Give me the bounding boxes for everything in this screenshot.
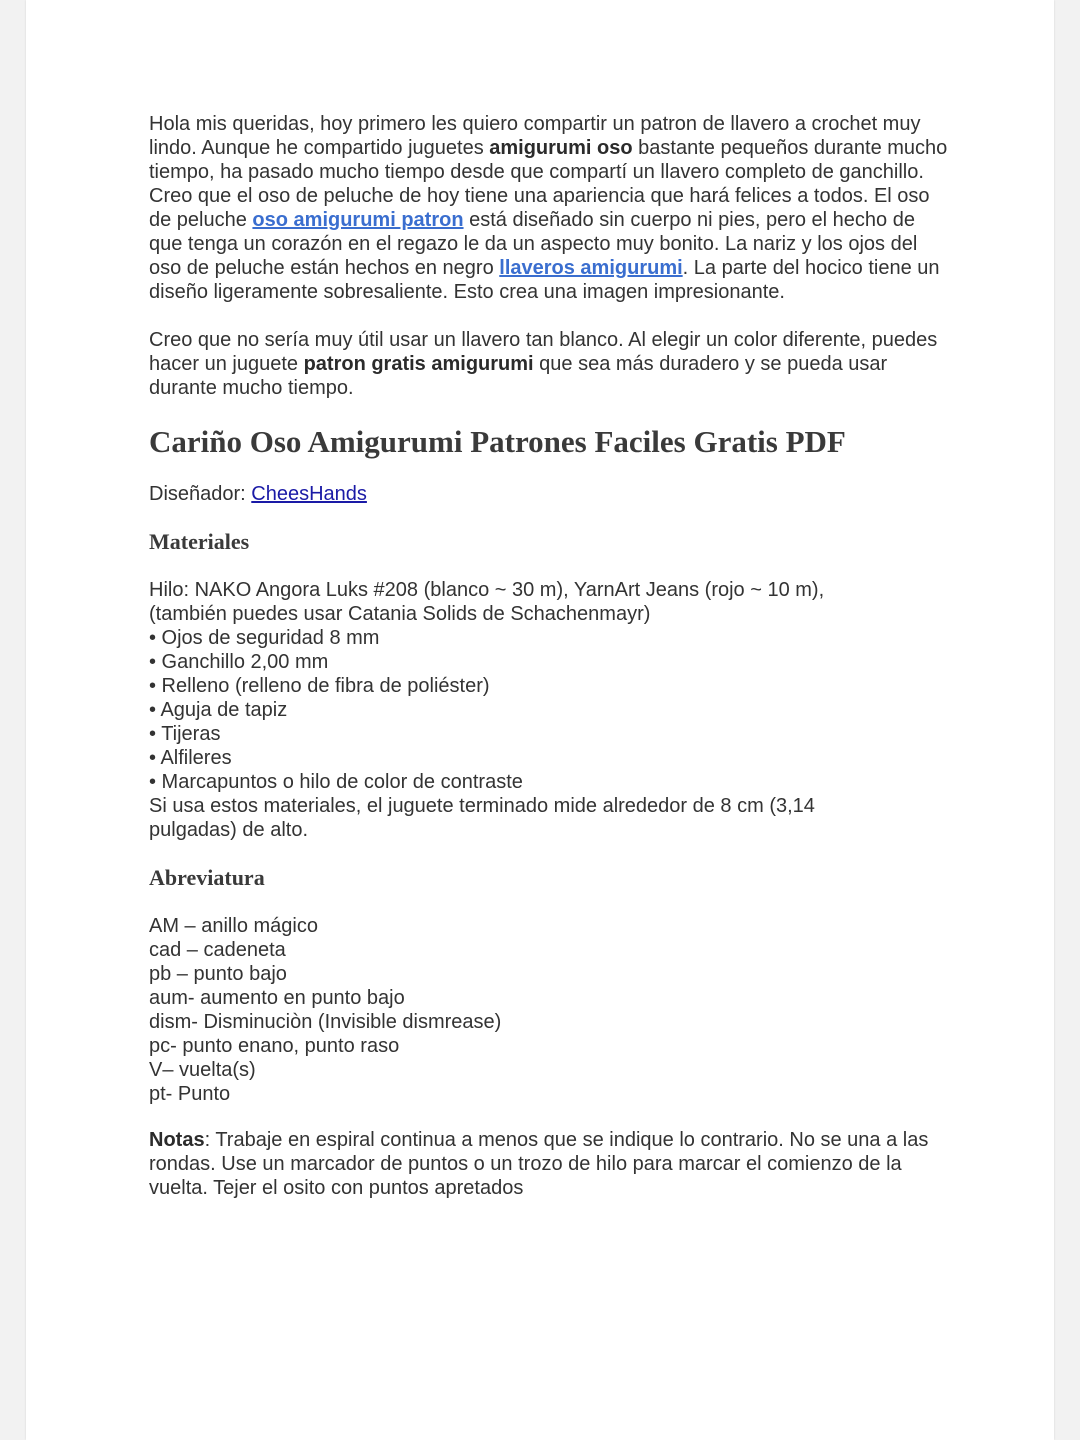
designer-line	[149, 482, 949, 506]
list-item: • Tijeras	[149, 723, 221, 745]
list-item: Si usa estos materiales, el juguete terminado mide alrededor de 8 cm (3,14	[149, 795, 815, 817]
list-item: pb – punto bajo	[149, 963, 287, 985]
intro-paragraph-1	[149, 112, 949, 304]
intro-text: Creo que no sería muy útil usar un llavero tan blanco. Al elegir un color diferente, puedes hacer un juguete	[149, 329, 938, 375]
intro-text: está diseñado sin cuerpo ni pies, pero el hecho de que tenga un corazón en el regazo le da un aspecto muy bonito. La nariz y los ojos del oso de peluche están hechos en negro	[149, 209, 918, 279]
materials-list	[149, 578, 949, 842]
bold-keyword: amigurumi oso	[489, 137, 633, 159]
list-item: • Aguja de tapiz	[149, 699, 288, 721]
list-item: (también puedes usar Catania Solids de Schachenmayr)	[149, 603, 651, 625]
oso-amigurumi-patron-link[interactable]: oso amigurumi patron	[252, 209, 464, 231]
article-content	[149, 112, 949, 1200]
intro-text: bastante pequeños durante mucho tiempo, ha pasado mucho tiempo desde que compartí un llavero completo de ganchillo. Creo que el oso de peluche de hoy tiene una apariencia que hará felices a todos. El oso de peluche	[149, 137, 948, 231]
list-item: • Marcapuntos o hilo de color de contraste	[149, 771, 523, 793]
list-item: • Relleno (relleno de fibra de poliéster)	[149, 675, 490, 697]
list-item: • Ganchillo 2,00 mm	[149, 651, 329, 673]
list-item: cad – cadeneta	[149, 939, 286, 961]
designer-link[interactable]: CheesHands	[251, 483, 367, 505]
list-item: pulgadas) de alto.	[149, 819, 309, 841]
intro-text: . La parte del hocico tiene un diseño ligeramente sobresaliente. Esto crea una imagen impresionante.	[149, 257, 940, 303]
notes-paragraph	[149, 1128, 949, 1200]
list-item: dism- Disminuciòn (Invisible dismrease)	[149, 1011, 502, 1033]
list-item: AM – anillo mágico	[149, 915, 318, 937]
list-item: Hilo: NAKO Angora Luks #208 (blanco ~ 30 m), YarnArt Jeans (rojo ~ 10 m),	[149, 579, 825, 601]
llaveros-amigurumi-link[interactable]: llaveros amigurumi	[499, 257, 683, 279]
list-item: V– vuelta(s)	[149, 1059, 256, 1081]
list-item: • Ojos de seguridad 8 mm	[149, 627, 380, 649]
designer-label: Diseñador:	[149, 483, 252, 505]
abbreviations-list	[149, 914, 949, 1106]
list-item: pc- punto enano, punto raso	[149, 1035, 400, 1057]
abbreviations-heading: Abreviatura	[149, 865, 265, 890]
notes-label: Notas	[149, 1129, 205, 1151]
intro-text: Hola mis queridas, hoy primero les quiero compartir un patron de llavero a crochet muy lindo. Aunque he compartido juguetes	[149, 113, 921, 159]
intro-paragraph-2	[149, 328, 949, 400]
intro-text: que sea más duradero y se pueda usar durante mucho tiempo.	[149, 353, 888, 399]
document-page	[26, 0, 1054, 1440]
bold-keyword: patron gratis amigurumi	[303, 353, 534, 375]
list-item: aum- aumento en punto bajo	[149, 987, 405, 1009]
list-item: • Alfileres	[149, 747, 232, 769]
list-item: pt- Punto	[149, 1083, 231, 1105]
notes-text: : Trabaje en espiral continua a menos que se indique lo contrario. No se una a las rondas. Use un marcador de puntos o un trozo de hilo para marcar el comienzo de la vuelta. Tejer el osito con puntos apretados	[149, 1129, 929, 1199]
materials-heading: Materiales	[149, 529, 250, 554]
page-title: Cariño Oso Amigurumi Patrones Faciles Gratis PDF	[149, 424, 846, 459]
